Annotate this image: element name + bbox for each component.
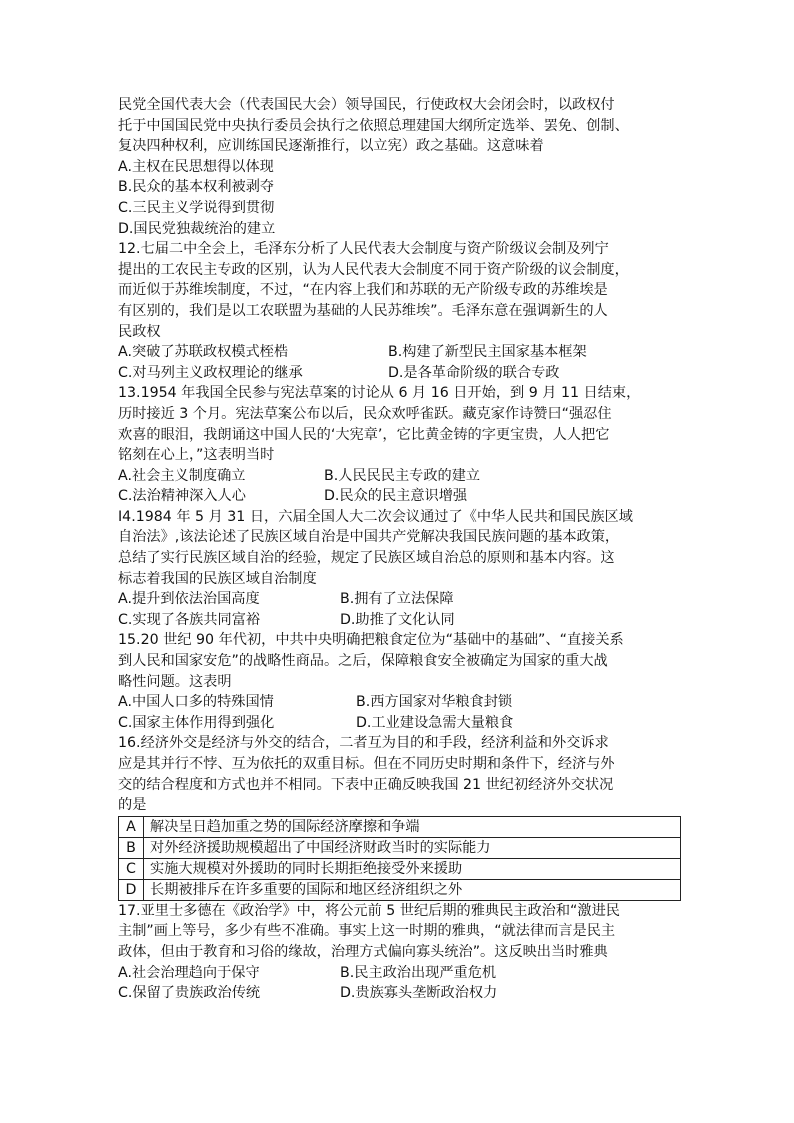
option-d: D.助推了文化认同 [340,611,455,628]
question-stem-line: 的是 [118,797,147,814]
question-14 [118,507,684,631]
option-b: B.人民民民主专政的建立 [324,467,481,484]
question-stem-line: 欢喜的眼泪，我朗诵这中国人民的‘大宪章’，它比黄金铸的字更宝贵，人人把它 [118,426,610,443]
table-row [119,816,681,837]
question-stem-line: 主制”画上等号，多少有些不准确。事实上这一时期的雅典，“就法律而言是民主 [118,923,616,940]
question-stem-line: 提出的工农民主专政的区别，认为人民代表大会制度不同于资产阶级的议会制度， [118,261,629,278]
question-stem-line: 历时接近 3 个月。宪法草案公布以后，民众欢呼雀跃。藏克家作诗赞曰“强忍住 [118,405,612,422]
option-a: A.中国人口多的特殊国情 [118,694,274,711]
option-b: B.拥有了立法保障 [340,591,454,608]
option-c: C.实现了各族共同富裕 [118,611,261,628]
option-text: 实施大规模对外援助的同时长期拒绝接受外来援助 [144,858,681,879]
exam-page [118,95,684,1004]
question-stem-line: 自治法》,该法论述了民族区域自治是中国共产党解决我国民族问题的基本政策， [118,529,620,546]
question-stem-line: 而近似于苏维埃制度，不过，“在内容上我们和苏联的无产阶级专政的苏维埃是 [118,282,608,299]
question-stem-line: 民党全国代表大会（代表国民大会）领导国民，行使政权大会闭会时，以政权付 [118,97,615,113]
option-a: A.主权在民思想得以体现 [118,158,274,175]
question-stem-line: 应是其并行不悖、互为依托的双重目标。但在不同历史时期和条件下，经济与外 [118,756,615,772]
options-row [118,342,684,363]
question-17 [118,901,684,1004]
options-row [118,466,684,487]
question-stem-line: 交的结合程度和方式也并不相同。下表中正确反映我国 21 世纪初经济外交状况 [118,776,614,793]
question-stem-line: 民政权 [118,323,161,340]
options-row [118,983,684,1004]
option-d: D.贵族寡头垄断政治权力 [340,985,498,1002]
option-a: A.社会主义制度确立 [118,467,246,484]
question-stem-line: 复决四种权利，应训练国民逐渐推行，以立宪）政之基础。这意味着 [118,138,544,155]
options-row [118,610,684,631]
option-d: D.国民党独裁统治的建立 [118,220,276,237]
options-row [118,713,684,734]
option-d: D.工业建设急需大量粮食 [356,714,514,731]
question-stem-line: 有区别的，我们是以工农联盟为基础的人民苏维埃”。毛泽东意在强调新生的人 [118,302,608,319]
options-table [118,816,681,901]
option-b: B.构建了新型民主国家基本框架 [388,344,587,361]
question-stem-line: 16.经济外交是经济与外交的结合，二者互为目的和手段，经济利益和外交诉求 [118,735,609,752]
question-stem-line: 12.七届二中全会上，毛泽东分析了人民代表大会制度与资产阶级议会制及列宁 [118,241,609,258]
option-d: D.民众的民主意识增强 [324,488,468,505]
question-stem-line: I4.1984 年 5 月 31 日，六届全国人大二次会议通过了《中华人民共和国民族区域 [118,508,633,525]
option-b: B.民主政治出现严重危机 [340,964,497,981]
option-a: A.社会治理趋向于保守 [118,964,260,981]
option-c: C.保留了贵族政治传统 [118,985,261,1002]
option-a: A.突破了苏联政权模式桎梏 [118,344,289,361]
question-stem-line: 铭刻在心上，”这表明当时 [118,447,275,464]
option-text: 长期被排斥在许多重要的国际和地区经济组织之外 [144,879,681,900]
question-stem-line: 13.1954 年我国全民参与宪法草案的讨论从 6 月 16 日开始，到 9 月 11 日结束， [118,385,641,402]
question-stem-line: 政体，但由于教育和习俗的缘故，治理方式偏向寡头统治”。这反映出当时雅典 [118,943,608,960]
option-d: D.是各革命阶级的联合专政 [388,364,560,381]
question-stem-line: 17.亚里士多德在《政治学》中，将公元前 5 世纪后期的雅典民主政治和“激进民 [118,902,620,919]
options-row [118,963,684,984]
option-key: C [119,858,144,879]
options-row [118,363,684,384]
question-12 [118,239,684,383]
option-b: B.西方国家对华粮食封锁 [356,694,513,711]
table-row [119,837,681,858]
question-stem-line: 15.20 世纪 90 年代初，中共中央明确把粮食定位为“基础中的基础”、“直接关系 [118,632,624,649]
options-row [118,486,684,507]
option-key: A [119,816,144,837]
question-stem-line: 总结了实行民族区域自治的经验，规定了民族区域自治总的原则和基本内容。这 [118,550,615,567]
question-stem-line: 托于中国国民党中央执行委员会执行之依照总理建国大纲所定选举、罢免、创制、 [118,117,629,134]
question-stem-line: 标志着我国的民族区域自治制度 [118,570,317,587]
question-11 [118,95,684,239]
question-16 [118,733,684,900]
option-text: 解决呈日趋加重之势的国际经济摩擦和争端 [144,816,681,837]
option-key: B [119,837,144,858]
option-c: C.三民主义学说得到贯彻 [118,199,275,216]
table-row [119,858,681,879]
question-stem-line: 略性问题。这表明 [118,673,232,690]
question-stem-line: 到人民和国家安危”的战略性商品。之后，保障粮食安全被确定为国家的重大战 [118,653,608,670]
option-c: C.国家主体作用得到强化 [118,714,275,731]
option-a: A.提升到依法治国高度 [118,591,260,608]
option-c: C.对马列主义政权理论的继承 [118,364,303,381]
option-key: D [119,879,144,900]
option-text: 对外经济援助规模超出了中国经济财政当时的实际能力 [144,837,681,858]
table-row [119,879,681,900]
option-b: B.民众的基本权利被剥夺 [118,179,275,196]
options-row [118,589,684,610]
options-row [118,692,684,713]
question-13 [118,383,684,507]
question-15 [118,630,684,733]
option-c: C.法治精神深入人心 [118,488,246,505]
